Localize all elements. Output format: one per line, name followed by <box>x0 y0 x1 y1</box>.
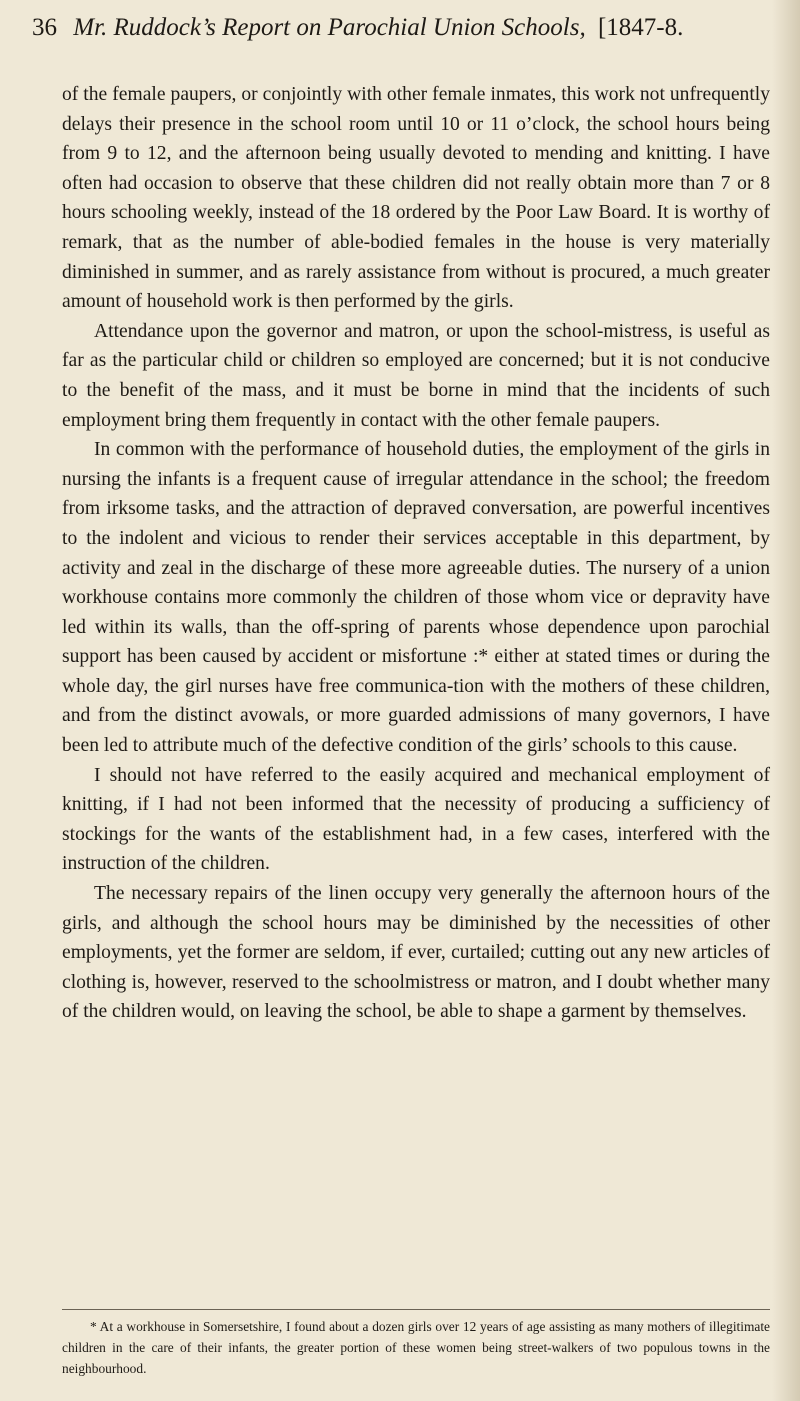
paragraph: The necessary repairs of the linen occupy very generally the afternoon hours of the girls, and although the school hours may be diminished by the necessities of other employments, yet the former are seldom, if ever, curtailed; cutting out any new articles of clothing is, however, reserved to the schoolmistress or matron, and I doubt whether many of the children would, on leaving the school, be able to shape a garment by themselves. <box>62 883 770 1023</box>
page-number: 36 <box>32 14 57 41</box>
running-year: [1847-8. <box>597 14 684 41</box>
paragraph: of the female paupers, or conjointly with other female inmates, this work not unfrequently delays their presence in the school room until 10 or 11 o’clock, the school hours being from 9 to 12, and the afternoon being usually devoted to mending and knitting. I have often had occasion to observe that these children did not really obtain more than 7 or 8 hours schooling weekly, instead of the 18 ordered by the Poor Law Board. It is worthy of remark, that as the number of able-bodied females in the house is very materially diminished in summer, and as rarely assistance from without is procured, a much greater amount of household work is then performed by the girls. <box>62 84 770 313</box>
paragraph: Attendance upon the governor and matron, or upon the school-mistress, is useful as far as the particular child or children so employed are concerned; but it is not conducive to the benefit of the mass, and it must be borne in mind that the incidents of such employment bring them frequently in contact with the other female paupers. <box>62 320 770 431</box>
paragraph: In common with the performance of household duties, the employment of the girls in nursing the infants is a frequent cause of irregular attendance in the school; the freedom from irksome tasks, and the attraction of depraved conversation, are powerful incentives to the indolent and vicious to render their services acceptable in this department, by activity and zeal in the discharge of these more agreeable duties. The nursery of a union workhouse contains more commonly the children of those whom vice or depravity have led within its walls, than the off-spring of parents whose dependence upon parochial support has been caused by accident or misfortune :* either at stated times or during the whole day, the girl nurses have free communica-tion with the mothers of these children, and from the distinct avowals, or more guarded admissions of many governors, I have been led to attribute much of the defective condition of the girls’ schools to this cause. <box>62 439 770 757</box>
body-text <box>62 80 770 1027</box>
footnote-rule <box>62 1309 770 1310</box>
running-title: Mr. Ruddock’s Report on Parochial Union Schools, <box>73 14 586 41</box>
running-header <box>32 8 772 48</box>
page-edge-shadow <box>772 0 800 1401</box>
footnote: * At a workhouse in Somersetshire, I found about a dozen girls over 12 years of age assisting as many mothers of illegitimate children in the care of their infants, the greater portion of these women being street-walkers of two populous towns in the neighbourhood. <box>62 1319 770 1376</box>
paragraph: I should not have referred to the easily acquired and mechanical employment of knitting, if I had not been informed that the necessity of producing a sufficiency of stockings for the wants of the establishment had, in a few cases, interfered with the instruction of the children. <box>62 764 770 875</box>
